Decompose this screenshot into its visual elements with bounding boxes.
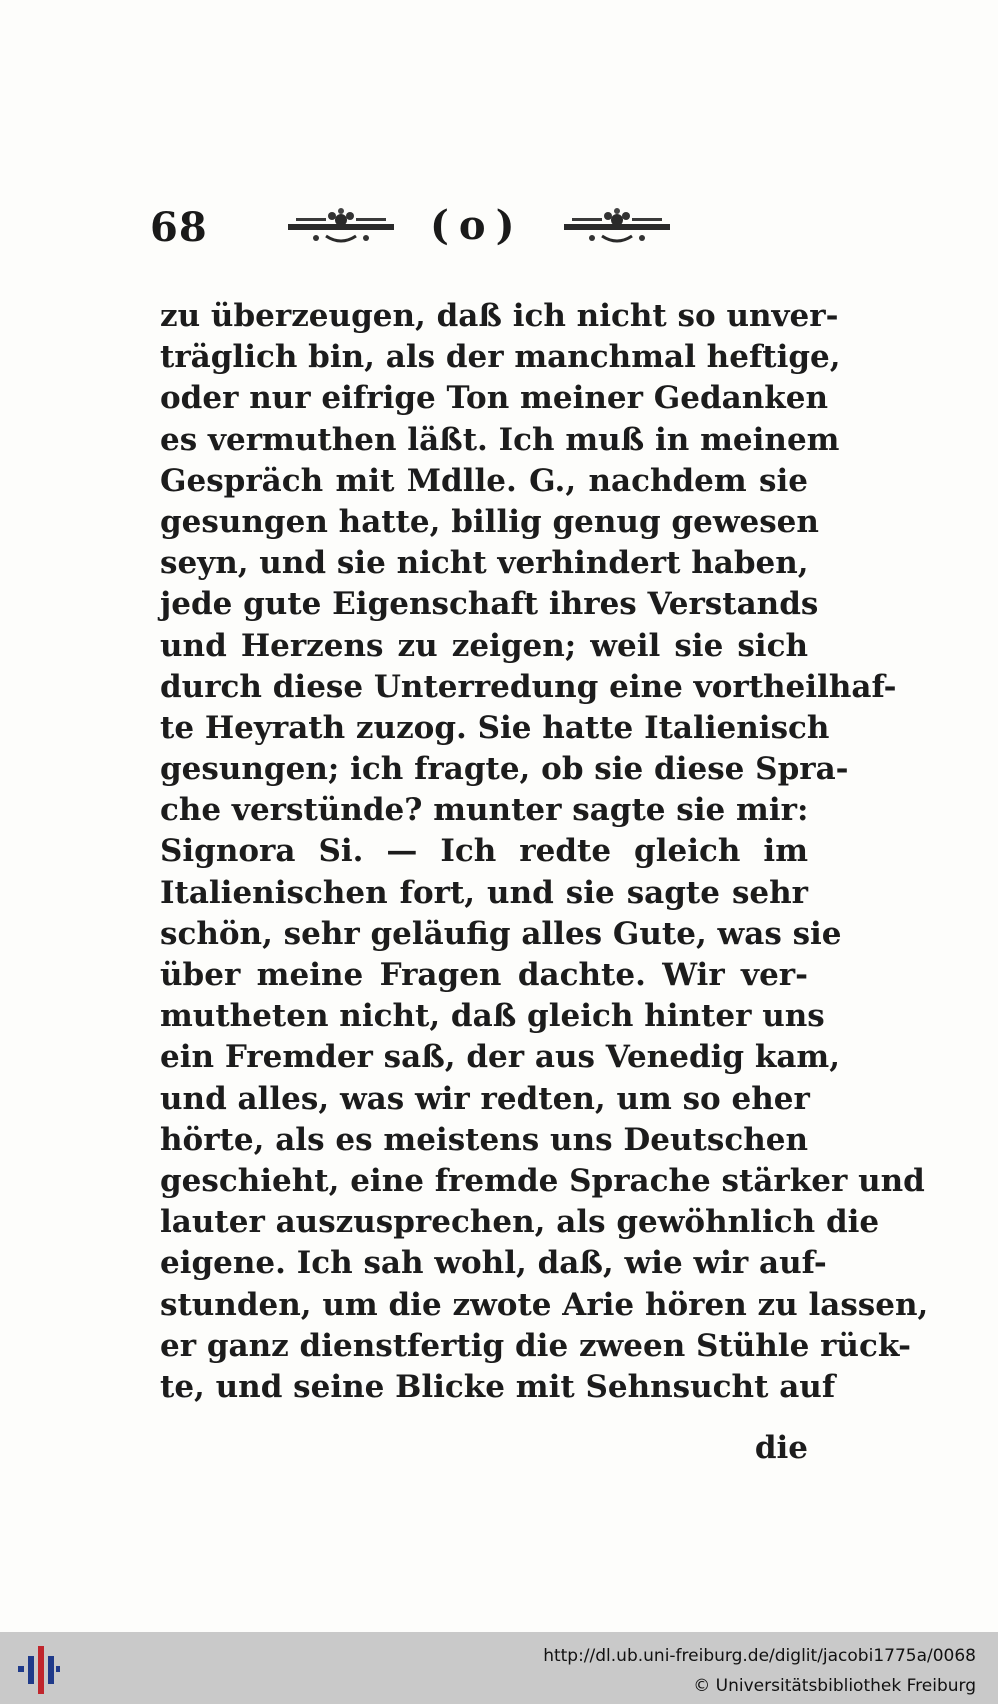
text-line: te, und seine Blicke mit Sehnsucht auf [160,1368,836,1405]
text-line: ein Fremder saß, der aus Venedig kam, [160,1039,841,1076]
text-line: schön, sehr geläufig alles Gute, was sie [160,915,842,952]
source-url[interactable]: http://dl.ub.uni-freiburg.de/diglit/jacobi1775a/0068 [543,1646,976,1666]
text-line: träglich bin, als der manchmal heftige, [160,339,841,376]
text-line: und Herzens zu zeigen; weil sie sich [160,627,808,664]
text-line: seyn, und sie nicht verhindert haben, [160,545,809,582]
ub-freiburg-logo-icon [14,1642,62,1698]
footer-bar [0,1632,998,1704]
text-line: geschieht, eine fremde Sprache stärker und [160,1162,925,1199]
text-line: er ganz dienstfertig die zween Stühle rück- [160,1327,911,1364]
text-line: hörte, als es meistens uns Deutschen [160,1121,808,1158]
text-line: mutheten nicht, daß gleich hinter uns [160,998,825,1035]
floral-ornament-icon [286,206,396,250]
text-line: über meine Fragen dachte. Wir ver- [160,957,808,993]
text-line: gesungen hatte, billig genug gewesen [160,503,819,540]
running-head [150,200,810,260]
page-number: 68 [150,204,208,251]
catchword: die [754,1430,808,1466]
body-text [160,296,929,1408]
text-line: lauter auszusprechen, als gewöhnlich die [160,1204,880,1241]
text-line: oder nur eifrige Ton meiner Gedanken [160,380,828,417]
text-line: te Heyrath zuzog. Sie hatte Italienisch [160,709,830,746]
text-line: und alles, was wir redten, um so eher [160,1080,810,1117]
text-line: jede gute Eigenschaft ihres Verstands [160,586,819,623]
signature-mark: (o) [430,202,525,249]
text-line: gesungen; ich fragte, ob sie diese Spra- [160,751,849,788]
text-line: Signora Si. — Ich redte gleich im [160,833,808,870]
text-line: Gespräch mit Mdlle. G., nachdem sie [160,462,808,499]
text-line: che verstünde? munter sagte sie mir: [160,792,809,829]
text-line: stunden, um die zwote Arie hören zu lassen, [160,1286,929,1323]
text-line: es vermuthen läßt. Ich muß in meinem [160,421,840,458]
copyright-notice: © Universitätsbibliothek Freiburg [693,1676,976,1696]
text-line: Italienischen fort, und sie sagte sehr [160,874,808,911]
text-line: zu überzeugen, daß ich nicht so unver- [160,298,839,334]
floral-ornament-icon [562,206,672,250]
text-line: durch diese Unterredung eine vortheilhaf- [160,668,897,705]
text-line: eigene. Ich sah wohl, daß, wie wir auf- [160,1245,827,1282]
